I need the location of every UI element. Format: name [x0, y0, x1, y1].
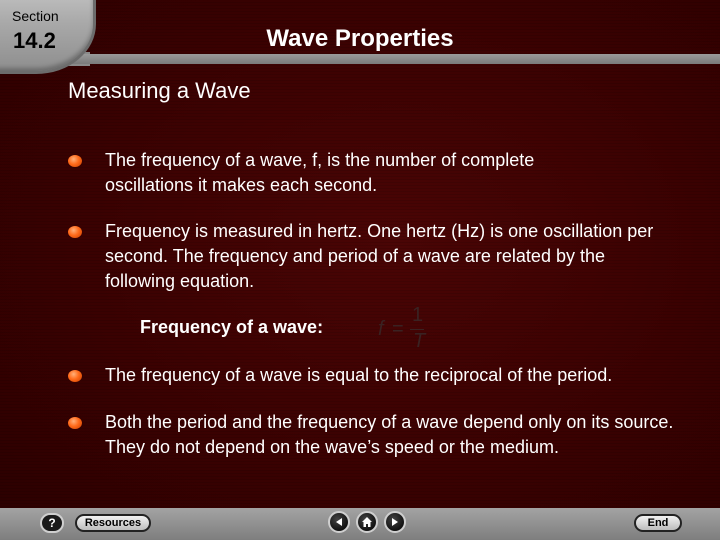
slide-subtitle: Measuring a Wave: [68, 78, 251, 103]
resources-button[interactable]: Resources: [75, 514, 151, 532]
question-icon: ?: [48, 516, 56, 530]
bullet-icon: [68, 226, 82, 238]
top-bar: [0, 54, 720, 64]
section-label: Section: [12, 8, 59, 24]
home-icon: [361, 516, 373, 528]
equation-equals: =: [392, 318, 404, 340]
bullet-text-2: Frequency is measured in hertz. One hertz (Hz) is one oscillation per second. The frequency and period of a wave are related by the following equation.: [105, 221, 654, 291]
end-button[interactable]: End: [634, 514, 682, 532]
bullet-text-3: The frequency of a wave is equal to the reciprocal of the period.: [105, 365, 613, 385]
arrow-right-icon: [390, 517, 400, 527]
section-number: 14.2: [13, 28, 56, 53]
help-button[interactable]: [40, 513, 64, 533]
slide-title: Wave Properties: [266, 25, 454, 52]
bullet-icon: [68, 370, 82, 382]
equation-lhs: f: [378, 318, 384, 340]
bullet-text-4: Both the period and the frequency of a wave depend only on its source. They do not depend on the wave’s speed or the medium.: [105, 412, 674, 457]
home-button[interactable]: [356, 511, 378, 533]
frequency-equation: [378, 304, 438, 352]
bullet-icon: [68, 417, 82, 429]
arrow-left-icon: [334, 517, 344, 527]
bullet-icon: [68, 155, 82, 167]
next-button[interactable]: [384, 511, 406, 533]
equation-label: Frequency of a wave:: [140, 317, 324, 337]
equation-denominator: T: [413, 330, 426, 352]
bullet-text-1: The frequency of a wave, f, is the number of complete oscillations it makes each second.: [105, 150, 535, 195]
previous-button[interactable]: [328, 511, 350, 533]
equation-numerator: 1: [412, 304, 424, 326]
